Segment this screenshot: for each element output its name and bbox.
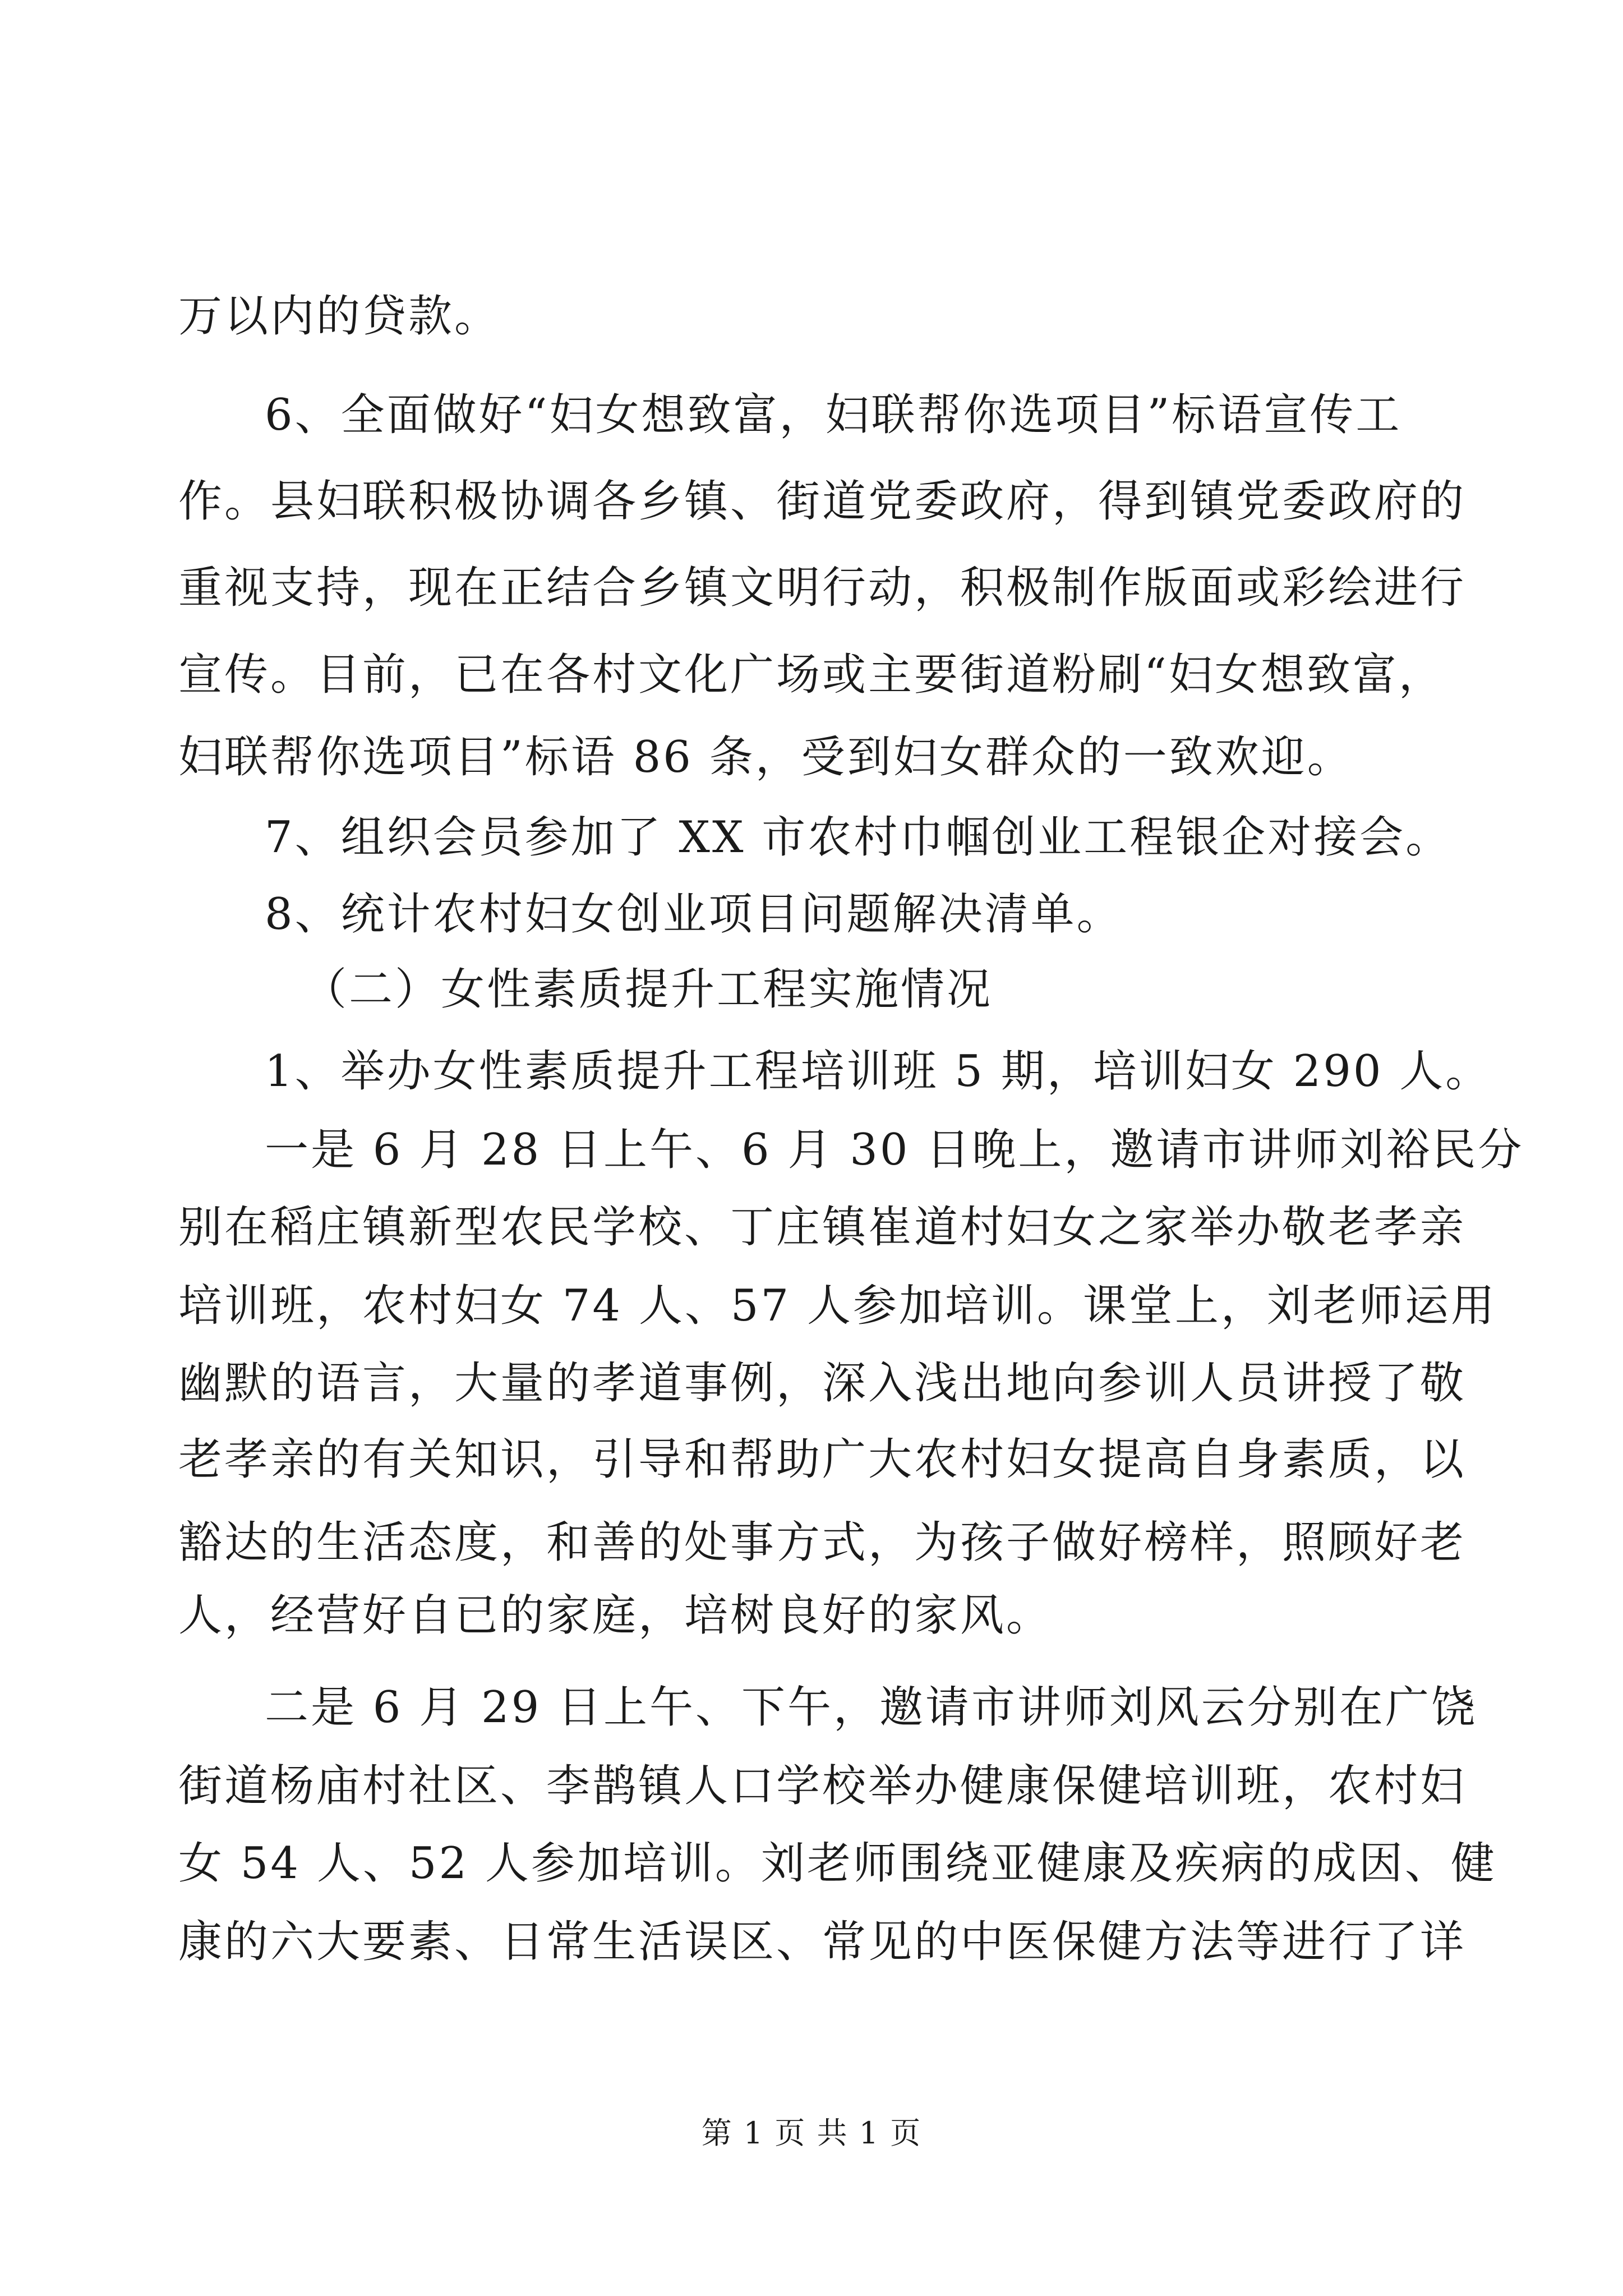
text-line-14: 幽默的语言，大量的孝道事例，深入浅出地向参训人员讲授了敬 bbox=[178, 1358, 1467, 1409]
text-line-16: 豁达的生活态度，和善的处事方式，为孩子做好榜样，照顾好老 bbox=[178, 1517, 1467, 1568]
text-line-15: 老孝亲的有关知识，引导和帮助广大农村妇女提高自身素质，以 bbox=[178, 1434, 1467, 1485]
text-line-7: 7、组织会员参加了 XX 市农村巾帼创业工程银企对接会。 bbox=[265, 812, 1452, 863]
text-line-3: 作。县妇联积极协调各乡镇、街道党委政府，得到镇党委政府的 bbox=[178, 476, 1467, 527]
text-line-8: 8、统计农村妇女创业项目问题解决清单。 bbox=[265, 889, 1123, 940]
text-line-12: 别在稻庄镇新型农民学校、丁庄镇崔道村妇女之家举办敬老孝亲 bbox=[178, 1202, 1467, 1253]
text-line-18: 二是 6 月 29 日上午、下午，邀请市讲师刘风云分别在广饶 bbox=[265, 1682, 1478, 1733]
text-line-13: 培训班，农村妇女 74 人、57 人参加培训。课堂上，刘老师运用 bbox=[178, 1281, 1497, 1331]
page-footer: 第 1 页 共 1 页 bbox=[701, 2115, 922, 2151]
text-line-21: 康的六大要素、日常生活误区、常见的中医保健方法等进行了详 bbox=[178, 1917, 1467, 1967]
text-line-1: 万以内的贷款。 bbox=[178, 291, 501, 342]
text-line-17: 人，经营好自已的家庭，培树良好的家风。 bbox=[178, 1590, 1053, 1641]
text-line-10: 1、举办女性素质提升工程培训班 5 期，培训妇女 290 人。 bbox=[265, 1046, 1492, 1097]
text-line-20: 女 54 人、52 人参加培训。刘老师围绕亚健康及疾病的成因、健 bbox=[178, 1838, 1497, 1889]
text-line-19: 街道杨庙村社区、李鹊镇人口学校举办健康保健培训班，农村妇 bbox=[178, 1761, 1467, 1811]
section-heading: （二）女性素质提升工程实施情况 bbox=[303, 964, 993, 1015]
text-line-6: 妇联帮你选项目”标语 86 条，受到妇女群众的一致欢迎。 bbox=[178, 732, 1353, 783]
text-line-5: 宣传。目前，已在各村文化广场或主要街道粉刷“妇女想致富， bbox=[178, 650, 1445, 700]
text-line-4: 重视支持，现在正结合乡镇文明行动，积极制作版面或彩绘进行 bbox=[178, 563, 1467, 613]
text-line-2: 6、全面做好“妇女想致富，妇联帮你选项目”标语宣传工 bbox=[265, 390, 1402, 440]
text-line-11: 一是 6 月 28 日上午、6 月 30 日晚上，邀请市讲师刘裕民分 bbox=[265, 1125, 1524, 1175]
